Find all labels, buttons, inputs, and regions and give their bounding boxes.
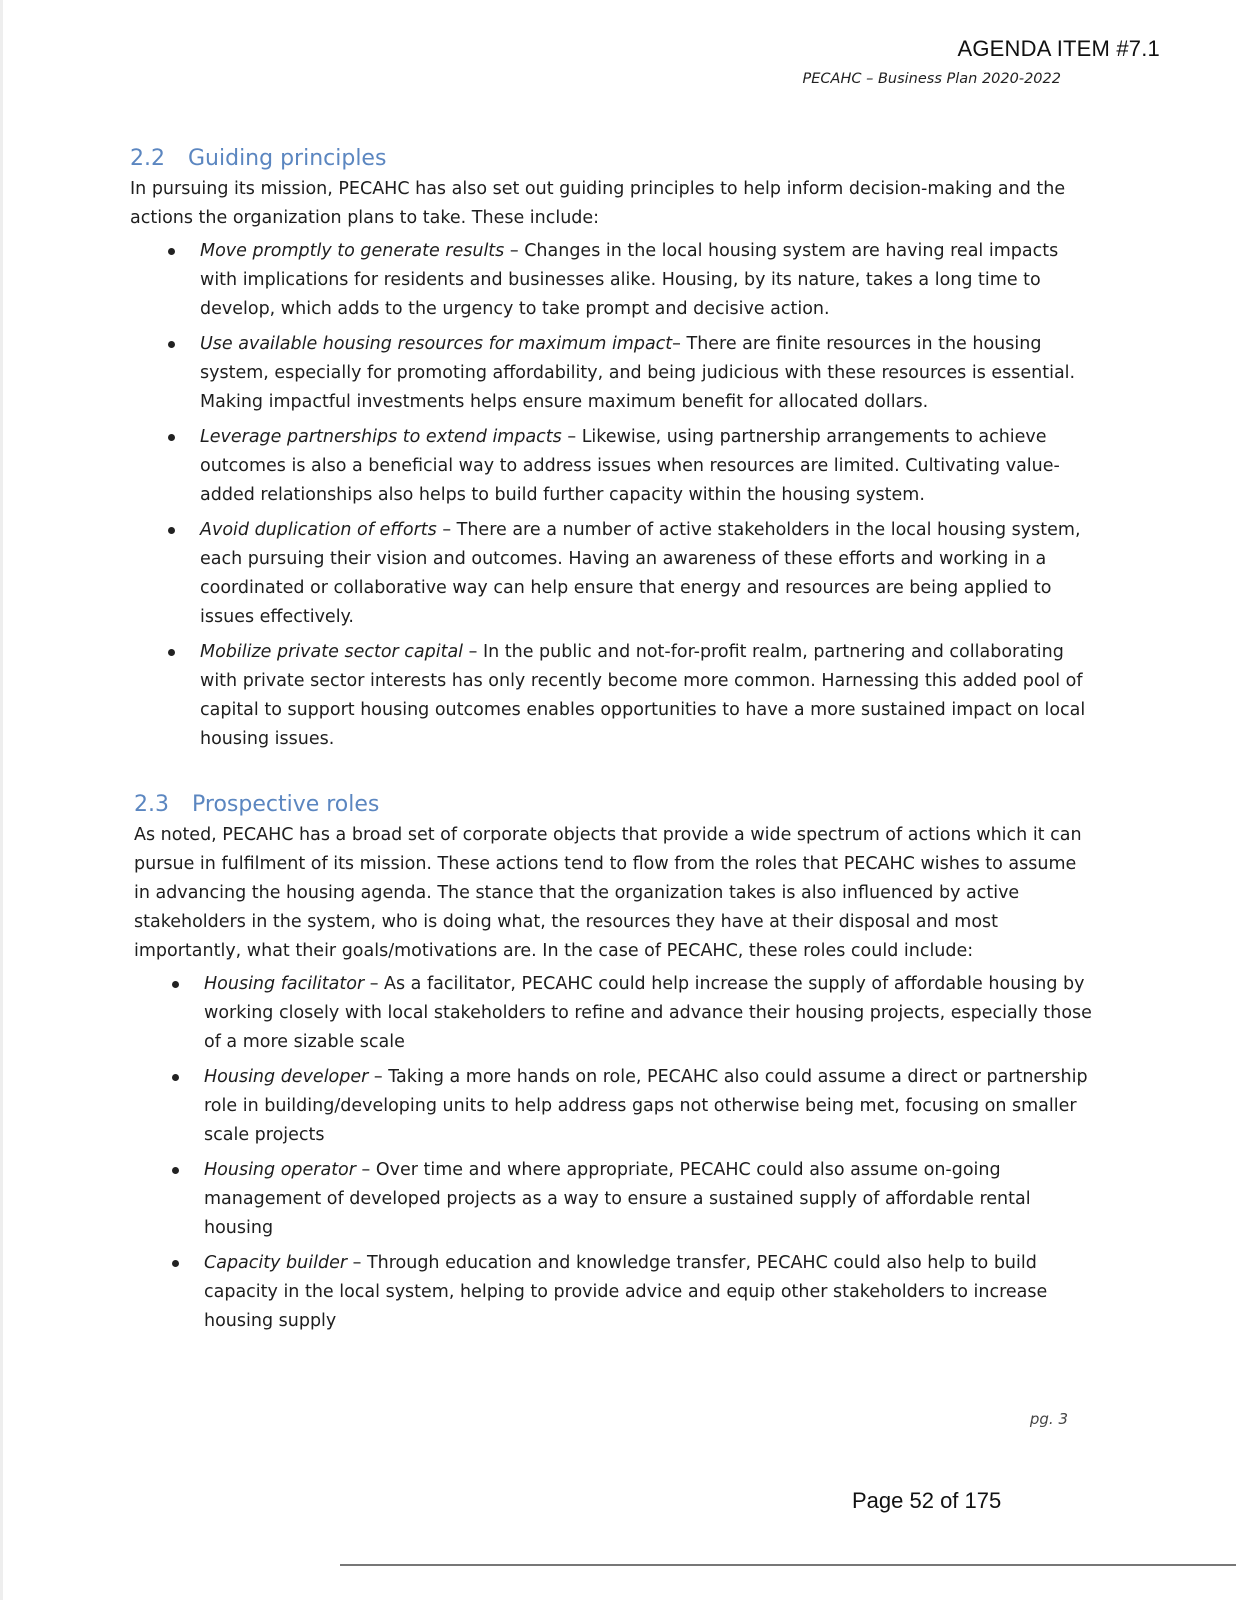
- section-heading: [130, 146, 1090, 171]
- item-term: Housing facilitator: [204, 974, 365, 994]
- item-term: Use available housing resources for maximum impact: [200, 334, 673, 354]
- section-intro: As noted, PECAHC has a broad set of corporate objects that provide a wide spectrum of actions which it can pursue in fulfilment of its mission. These actions tend to flow from the roles that PECAHC wishes to assume in advancing the housing agenda. The stance that the organization takes is also influenced by active stakeholders in the system, who is doing what, the resources they have at their disposal and most importantly, what their goals/motivations are. In the case of PECAHC, these roles could include:: [134, 825, 1082, 961]
- list-item: [134, 1156, 1094, 1243]
- page-count-stamp: Page 52 of 175: [852, 1488, 1002, 1513]
- section-guiding-principles: [130, 146, 1090, 760]
- item-separator: –: [436, 520, 457, 540]
- item-text: Over time and where appropriate, PECAHC could also assume on-going management of developed projects as a way to ensure a sustained supply of affordable rental housing: [204, 1160, 1031, 1238]
- page-number: pg. 3: [1029, 1410, 1068, 1428]
- item-text: There are finite resources in the housing system, especially for promoting affordability, and being judicious with these resources is essential. Making impactful investments helps ensure maximum benefit for allocated dollars.: [200, 334, 1076, 412]
- item-text: As a facilitator, PECAHC could help increase the supply of affordable housing by working closely with local stakeholders to refine and advance their housing projects, especially those of a more sizable scale: [204, 974, 1092, 1052]
- roles-list: [134, 970, 1094, 1336]
- section-heading: [134, 792, 1094, 817]
- list-item: [130, 516, 1090, 632]
- list-item: [130, 237, 1090, 324]
- section-number: 2.2: [130, 146, 165, 171]
- item-term: Housing developer: [204, 1067, 369, 1087]
- item-term: Housing operator: [204, 1160, 356, 1180]
- item-separator: –: [504, 241, 525, 261]
- bullet-icon: [172, 1167, 179, 1174]
- item-separator: –: [364, 974, 385, 994]
- item-term: Leverage partnerships to extend impacts: [200, 427, 562, 447]
- agenda-item-stamp: AGENDA ITEM #7.1: [957, 36, 1160, 61]
- list-item: [130, 330, 1090, 417]
- running-header: PECAHC – Business Plan 2020-2022: [802, 71, 1061, 87]
- bullet-icon: [168, 434, 175, 441]
- bullet-icon: [168, 649, 175, 656]
- item-term: Capacity builder: [204, 1253, 348, 1273]
- item-term: Move promptly to generate results: [200, 241, 505, 261]
- item-separator: –: [347, 1253, 367, 1273]
- item-separator: –: [561, 427, 582, 447]
- bullet-icon: [172, 1074, 179, 1081]
- section-intro: In pursuing its mission, PECAHC has also set out guiding principles to help inform decision-making and the actions the organization plans to take. These include:: [130, 179, 1066, 228]
- list-item: [130, 638, 1090, 754]
- item-text: Likewise, using partnership arrangements to achieve outcomes is also a beneficial way to address issues when resources are limited. Cultivating value-added relationships also helps to build further capacity within the housing system.: [200, 427, 1060, 505]
- principles-list: [130, 237, 1090, 754]
- item-text: Changes in the local housing system are having real impacts with implications for residents and businesses alike. Housing, by its nature, takes a long time to develop, which adds to the urgency to take prompt and decisive action.: [200, 241, 1059, 319]
- item-text: Taking a more hands on role, PECAHC also could assume a direct or partnership role in building/developing units to help address gaps not otherwise being met, focusing on smaller scale projects: [204, 1067, 1088, 1145]
- list-item: [134, 970, 1094, 1057]
- item-text: There are a number of active stakeholders in the local housing system, each pursuing their vision and outcomes. Having an awareness of these efforts and working in a coordinated or collaborative way can help ensure that energy and resources are being applied to issues effectively.: [200, 520, 1081, 627]
- bullet-icon: [168, 341, 175, 348]
- item-text: In the public and not-for-profit realm, partnering and collaborating with private sector interests has only recently become more common. Harnessing this added pool of capital to support housing outcomes enables opportunities to have a more sustained impact on local housing issues.: [200, 642, 1086, 749]
- item-separator: –: [355, 1160, 376, 1180]
- list-item: [134, 1063, 1094, 1150]
- item-separator: –: [463, 642, 483, 662]
- section-title: Prospective roles: [192, 792, 380, 817]
- item-separator: –: [368, 1067, 389, 1087]
- item-term: Mobilize private sector capital: [200, 642, 464, 662]
- section-number: 2.3: [134, 792, 169, 817]
- bullet-icon: [172, 981, 179, 988]
- bullet-icon: [168, 527, 175, 534]
- item-term: Avoid duplication of efforts: [200, 520, 437, 540]
- list-item: [134, 1249, 1094, 1336]
- scan-bottom-line: [340, 1564, 1236, 1566]
- bullet-icon: [168, 248, 175, 255]
- section-title: Guiding principles: [188, 146, 387, 171]
- scan-edge: [0, 0, 3, 1600]
- list-item: [130, 423, 1090, 510]
- section-prospective-roles: [134, 792, 1094, 1342]
- bullet-icon: [172, 1260, 179, 1267]
- item-separator: –: [672, 334, 687, 354]
- item-text: Through education and knowledge transfer, PECAHC could also help to build capacity in the local system, helping to provide advice and equip other stakeholders to increase housing supply: [204, 1253, 1048, 1331]
